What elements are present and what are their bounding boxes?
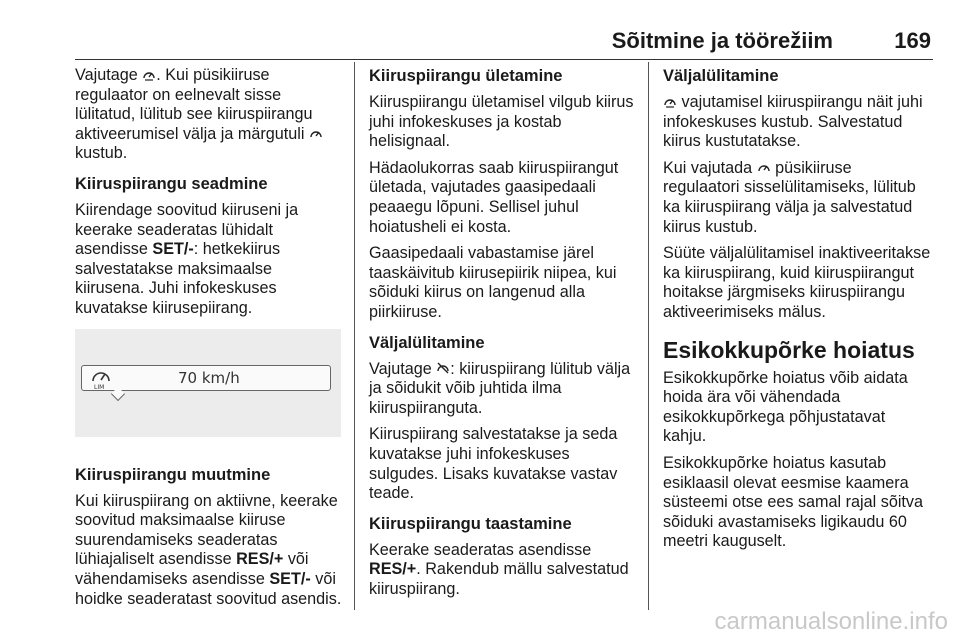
speed-limit-value: 70 km/h	[178, 368, 240, 387]
column-divider-1	[354, 62, 355, 610]
paragraph: Esikokkupõrke hoiatus võib aidata hoida ära või vähendada esikokkupõrkega põhjustatavat kahju.	[663, 368, 908, 446]
paragraph: Gaasipedaali vabastamise järel taaskäivitub kiirusepiirik niipea, kui sõiduki kiirus on langenud alla piirkiiruse.	[369, 244, 617, 321]
key-label: RES/+	[369, 560, 417, 579]
speed-limiter-icon	[142, 68, 156, 84]
heading-switch-off: Väljalülitamine	[663, 67, 779, 85]
paragraph: Kiiruspiirang salvestatakse ja seda kuvatakse juhi infokeskuses sulgudes. Lisaks kuvatakse vastav teade.	[369, 425, 618, 503]
heading-speed-limit-setting: Kiiruspiirangu seadmine	[75, 174, 268, 193]
paragraph: Kui vajutada püsikiiruse regulaatori sisselülitamiseks, lülitub ka kiiruspiirang välja ja salvestatud kiirus kustub.	[663, 158, 916, 236]
watermark: carmanualsonline.info	[714, 608, 948, 635]
heading-deactivation: Väljalülitamine	[369, 333, 485, 352]
cruise-control-icon	[757, 161, 771, 177]
heading-speed-limit-restore: Kiiruspiirangu taastamine	[369, 514, 572, 533]
speed-limiter-icon	[663, 95, 677, 111]
off-icon	[436, 361, 450, 377]
cruise-control-icon	[309, 127, 323, 143]
paragraph: Kui kiiruspiirang on aktiivne, keerake soovitud maksimaalse kiiruse suurendamiseks seaderatas lühiajaliselt asendisse RES/+ või vähendamiseks asendisse SET/- või hoidke seaderatast soovitud asendis.	[75, 491, 342, 608]
paragraph: Esikokkupõrke hoiatus kasutab esiklaasil olevat eesmise kaamera süsteemi otse ees samal rajal sõitva sõiduki avastamiseks ligikaudu 60 meetri kauguselt.	[663, 453, 924, 551]
page-header	[75, 26, 933, 60]
paragraph: Vajutage : kiiruspiirang lülitub välja ja sõidukit võib juhtida ilma kiiruspiiranguta.	[369, 359, 631, 417]
column-1	[75, 66, 345, 616]
heading-speed-limit-exceed: Kiiruspiirangu ületamine	[369, 67, 563, 85]
paragraph: Süüte väljalülitamisel inaktiveeritakse ka kiiruspiirang, kuid kiiruspiirangut hoitakse järgmiseks kiiruspiirangu aktiveerimiseks mälus.	[663, 244, 931, 321]
key-label: SET/-	[269, 569, 311, 588]
speed-limit-display-figure	[75, 329, 341, 437]
paragraph: Kiirendage soovitud kiiruseni ja keerake seaderatas lühidalt asendisse SET/-: hetkekiirus salvestatakse maksimaalse kiirusena. Juhi infokeskuses kuvatakse kiirusepiirang.	[75, 200, 299, 317]
key-label: RES/+	[236, 550, 284, 569]
column-2	[369, 66, 637, 606]
paragraph: Hädaolukorras saab kiiruspiirangut ületada, vajutades gaasipedaali peaaegu lõpuni. Sellisel juhul hoiatusheli ei kosta.	[369, 158, 619, 236]
section-title: Sõitmine ja töörežiim	[611, 28, 833, 53]
paragraph: Keerake seaderatas asendisse RES/+. Rakendub mällu salvestatud kiiruspiirang.	[369, 540, 629, 598]
heading-speed-limit-change: Kiiruspiirangu muutmine	[75, 465, 271, 484]
heading-forward-collision-alert: Esikokkupõrke hoiatus	[663, 336, 915, 363]
limiter-icon-label: LIM	[94, 383, 105, 390]
key-label: SET/-	[152, 240, 194, 259]
paragraph: Vajutage . Kui püsikiiruse regulaator on eelnevalt sisse lülitatud, lülitub see kiiruspiirangu aktiveerumisel välja ja märgutuli kustub.	[75, 66, 345, 164]
column-divider-2	[648, 62, 649, 610]
speed-limiter-icon	[90, 368, 112, 390]
paragraph: Kiiruspiirangu ületamisel vilgub kiirus juhi infokeskuses ja kostab helisignaal.	[369, 93, 634, 151]
paragraph: vajutamisel kiiruspiirangu näit juhi infokeskuses kustub. Salvestatud kiirus kustutatakse.	[663, 93, 923, 151]
column-3	[663, 66, 931, 559]
page-number: 169	[894, 28, 931, 53]
